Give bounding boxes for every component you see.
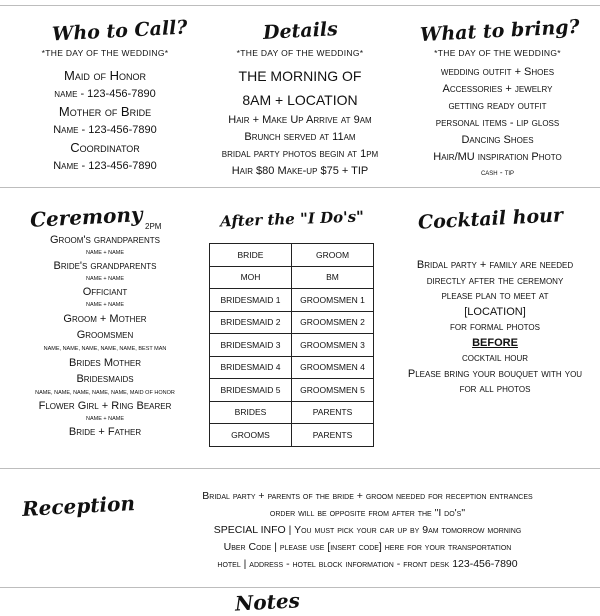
contact-number: name - 123-456-7890 [54, 88, 156, 100]
bring-item: Hair/MU inspiration Photo [433, 151, 562, 163]
ceremony-time: 2PM [145, 222, 162, 231]
ceremony-role: Flower Girl + Ring Bearer [38, 400, 172, 412]
table-cell: GROOMSMEN 5 [292, 379, 374, 402]
ceremony-title: Ceremony [29, 202, 144, 232]
table-cell: GROOMSMEN 3 [292, 334, 374, 357]
ceremony-role: Bridesmaids [76, 373, 134, 385]
ceremony-names: NAME + NAME [85, 250, 125, 256]
ceremony-section [15, 233, 195, 439]
table-row [210, 244, 374, 267]
who-to-call-subtitle: *THE DAY OF THE WEDDING* [41, 48, 169, 58]
table-row [210, 356, 374, 379]
ceremony-role: Bride's grandparents [53, 260, 157, 272]
cocktail-line: please plan to meet at [441, 290, 549, 302]
table-cell: BM [292, 266, 374, 289]
role-label: Maid of Honor [64, 68, 146, 83]
table-row [210, 266, 374, 289]
table-cell: BRIDESMAID 2 [210, 311, 292, 334]
table-row [210, 401, 374, 424]
table-cell: GROOM [292, 244, 374, 267]
ceremony-names: NAME + NAME [85, 416, 125, 422]
details-item: Brunch served at 11am [244, 131, 356, 143]
table-row [210, 334, 374, 357]
ceremony-role: Officiant [82, 286, 128, 298]
details-title: Details [262, 18, 339, 44]
details-item: Hair $80 Make-up $75 + TIP [231, 165, 369, 177]
reception-title: Reception [21, 491, 136, 521]
cocktail-emphasis: BEFORE [472, 336, 518, 349]
bring-item: cash - tip [480, 168, 515, 177]
ceremony-names: NAME, NAME, NAME, NAME, NAME, MAID OF HONOR [35, 390, 175, 396]
table-cell: BRIDESMAID 4 [210, 356, 292, 379]
contact-number: Name - 123-456-7890 [53, 160, 157, 172]
ceremony-role: Groomsmen [76, 329, 134, 341]
table-cell: BRIDES [210, 401, 292, 424]
reception-line: Bridal party + parents of the bride + groom needed for reception entrances [202, 490, 533, 502]
cocktail-hour-title: Cocktail hour [417, 204, 564, 234]
ceremony-role: Brides Mother [68, 357, 141, 369]
bring-item: personal items - lip gloss [435, 117, 560, 129]
table-cell: PARENTS [292, 401, 374, 424]
bring-item: wedding outfit + Shoes [440, 66, 555, 78]
lineup-table [209, 243, 374, 447]
cocktail-line: Please bring your bouquet with you [407, 367, 583, 380]
after-i-dos-title: After the "I Do's" [219, 207, 365, 231]
contact-number: Name - 123-456-7890 [53, 124, 157, 136]
table-cell: BRIDESMAID 3 [210, 334, 292, 357]
who-to-call-section [15, 48, 195, 174]
divider-1 [0, 187, 600, 188]
table-row [210, 379, 374, 402]
what-to-bring-section [405, 48, 590, 180]
bring-item: Dancing Shoes [461, 134, 534, 146]
details-section [205, 48, 395, 180]
reception-line: SPECIAL INFO | You must pick your car up by 9am tomorrow morning [213, 524, 522, 536]
details-item: Hair + Make Up Arrive at 9am [228, 114, 372, 126]
cocktail-line: Bridal party + family are needed [416, 259, 574, 271]
table-cell: GROOMSMEN 2 [292, 311, 374, 334]
table-cell: GROOMSMEN 4 [292, 356, 374, 379]
reception-section [140, 488, 595, 573]
divider-3 [0, 587, 600, 588]
table-cell: GROOMS [210, 424, 292, 447]
ceremony-names: NAME + NAME [85, 302, 125, 308]
role-label: Coordinator [70, 140, 140, 155]
divider-top [0, 5, 600, 6]
who-to-call-title: Who to Call? [51, 16, 188, 46]
details-heading: THE MORNING OF [238, 68, 362, 84]
table-cell: MOH [210, 266, 292, 289]
table-cell: BRIDE [210, 244, 292, 267]
ceremony-names: NAME + NAME [85, 276, 125, 282]
reception-line: Uber Code | please use [insert code] here for your transportation [223, 541, 512, 553]
role-label: Mother of Bride [58, 104, 152, 119]
ceremony-role: Groom's grandparents [49, 234, 161, 246]
table-cell: BRIDESMAID 5 [210, 379, 292, 402]
reception-line: hotel | address - hotel block information - front desk 123-456-7890 [217, 558, 518, 570]
what-to-bring-subtitle: *THE DAY OF THE WEDDING* [434, 48, 561, 58]
cocktail-line: directly after the ceremony [426, 274, 564, 287]
cocktail-line: for all photos [459, 383, 531, 395]
cocktail-line: [LOCATION] [464, 305, 526, 318]
ceremony-role: Bride + Father [68, 426, 142, 438]
details-heading: 8AM + LOCATION [242, 92, 358, 108]
table-cell: PARENTS [292, 424, 374, 447]
bring-item: Accessories + jewelry [442, 83, 553, 95]
details-subtitle: *THE DAY OF THE WEDDING* [236, 48, 364, 58]
cocktail-line: for formal photos [450, 321, 540, 333]
table-cell: BRIDESMAID 1 [210, 289, 292, 312]
table-row [210, 424, 374, 447]
cocktail-line: cocktail hour [461, 352, 529, 364]
table-row [210, 289, 374, 312]
cocktail-hour-section [395, 258, 595, 398]
table-row [210, 311, 374, 334]
ceremony-role: Groom + Mother [63, 313, 147, 325]
table-cell: GROOMSMEN 1 [292, 289, 374, 312]
footer-title: Notes [234, 588, 301, 616]
what-to-bring-title: What to bring? [419, 15, 581, 47]
bring-item: getting ready outfit [448, 100, 547, 112]
reception-line: order will be opposite from after the "I do's" [269, 507, 466, 519]
divider-2 [0, 468, 600, 469]
ceremony-names: NAME, NAME, NAME, NAME, NAME, BEST MAN [43, 346, 167, 352]
details-item: bridal party photos begin at 1pm [221, 148, 379, 160]
